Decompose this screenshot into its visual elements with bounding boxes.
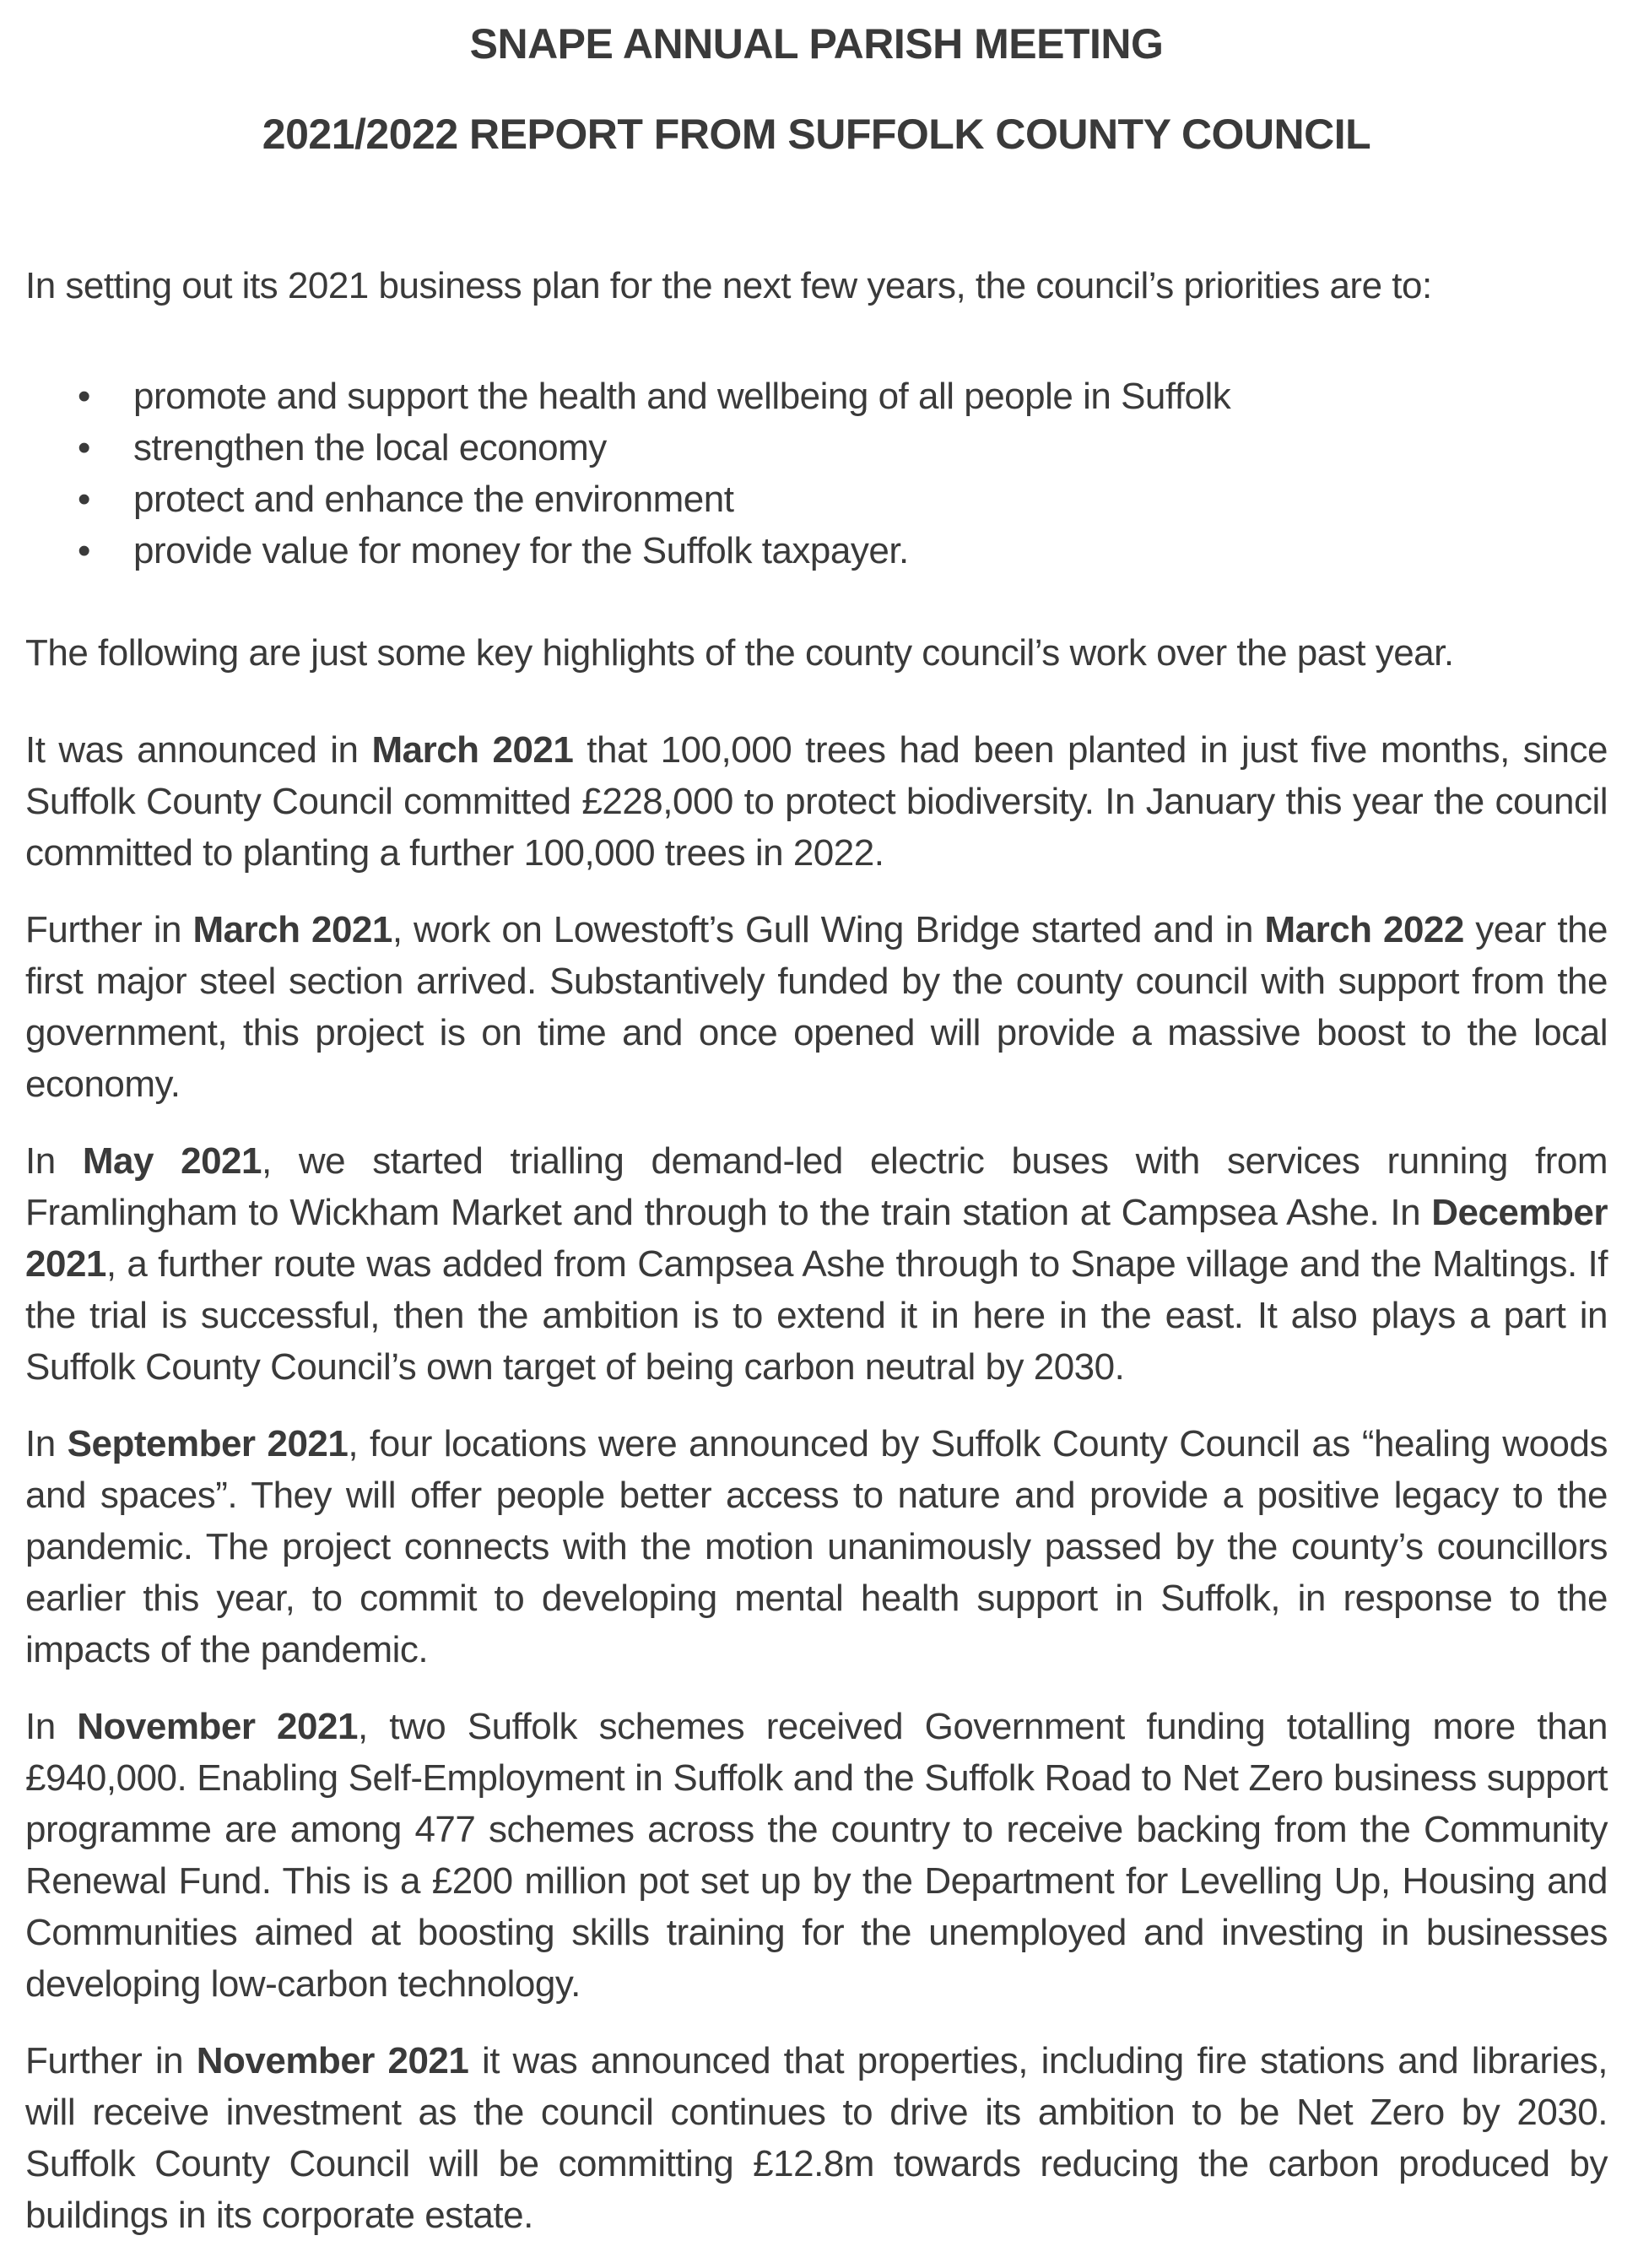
- paragraph-text: , a further route was added from Campsea Ashe through to Snape village and the Maltings. If the trial is successful, then the ambition is to extend it in here in the east. It also plays a part in Suffolk County Council’s own target of being carbon neutral by 2030.: [25, 1243, 1608, 1388]
- report-paragraph: [25, 1135, 1608, 1393]
- paragraph-text: It was announced in: [25, 729, 372, 771]
- paragraph-text: it was announced that properties, including fire stations and libraries, will receive investment as the council continues to drive its ambition to be Net Zero by 2030. Suffolk County Council will be committing £12.8m towards reducing the carbon produced by buildings in its corporate estate.: [25, 2040, 1608, 2236]
- report-paragraph: [25, 1701, 1608, 2010]
- paragraph-text: Further in: [25, 2040, 197, 2081]
- paragraph-text: In: [25, 1140, 83, 1182]
- paragraph-text: Further in: [25, 909, 193, 950]
- bold-date-text: November 2021: [196, 2040, 469, 2081]
- paragraph-text: , we started trialling demand-led electric buses with services running from Framlingham to Wickham Market and through to the train station at Campsea Ashe. In: [25, 1140, 1608, 1233]
- report-paragraph: [25, 904, 1608, 1110]
- report-paragraph: [25, 1418, 1608, 1675]
- body-paragraphs: [25, 724, 1608, 2241]
- bold-date-text: November 2021: [77, 1706, 358, 1747]
- highlights-lead-paragraph: The following are just some key highlights of the county council’s work over the past year.: [25, 632, 1454, 674]
- paragraph-text: , work on Lowestoft’s Gull Wing Bridge started and in: [392, 909, 1265, 950]
- paragraph-text: , two Suffolk schemes received Government funding totalling more than £940,000. Enabling Self-Employment in Suffolk and the Suffolk Road to Net Zero business support programme are among 477 schemes across the country to receive backing from the Community Renewal Fund. This is a £200 million pot set up by the Department for Levelling Up, Housing and Communities aimed at boosting skills training for the unemployed and investing in businesses developing low-carbon technology.: [25, 1706, 1608, 2005]
- bold-date-text: March 2021: [192, 909, 392, 950]
- bold-date-text: September 2021: [67, 1423, 349, 1464]
- bold-date-text: March 2022: [1264, 909, 1464, 950]
- priorities-list: [25, 371, 1608, 576]
- paragraph-text: that 100,000 trees had been planted in just five months, since Suffolk County Council committed £228,000 to protect biodiversity. In January this year the council committed to planting a further 100,000 trees in 2022.: [25, 729, 1608, 874]
- paragraph-text: In: [25, 1706, 78, 1747]
- priority-item: • strengthen the local economy: [25, 422, 1608, 474]
- bold-date-text: March 2021: [371, 729, 574, 771]
- priority-item: • protect and enhance the environment: [25, 474, 1608, 525]
- bold-date-text: December 2021: [25, 1192, 1608, 1285]
- priority-item: • provide value for money for the Suffolk taxpayer.: [25, 525, 1608, 576]
- intro-paragraph: In setting out its 2021 business plan for the next few years, the council’s priorities are to:: [25, 265, 1432, 306]
- priority-item: • promote and support the health and wellbeing of all people in Suffolk: [25, 371, 1608, 422]
- document-title: SNAPE ANNUAL PARISH MEETING: [469, 20, 1164, 68]
- bold-date-text: May 2021: [82, 1140, 262, 1182]
- paragraph-text: , four locations were announced by Suffolk County Council as “healing woods and spaces”. They will offer people better access to nature and provide a positive legacy to the pandemic. The project connects with the motion unanimously passed by the county’s councillors earlier this year, to commit to developing mental health support in Suffolk, in response to the impacts of the pandemic.: [25, 1423, 1608, 1670]
- report-paragraph: [25, 724, 1608, 879]
- report-paragraph: [25, 2035, 1608, 2241]
- document-subtitle: 2021/2022 REPORT FROM SUFFOLK COUNTY COUNCIL: [262, 111, 1371, 158]
- paragraph-text: In: [25, 1423, 68, 1464]
- paragraph-text: year the first major steel section arrived. Substantively funded by the county council with support from the government, this project is on time and once opened will provide a massive boost to the local economy.: [25, 909, 1608, 1105]
